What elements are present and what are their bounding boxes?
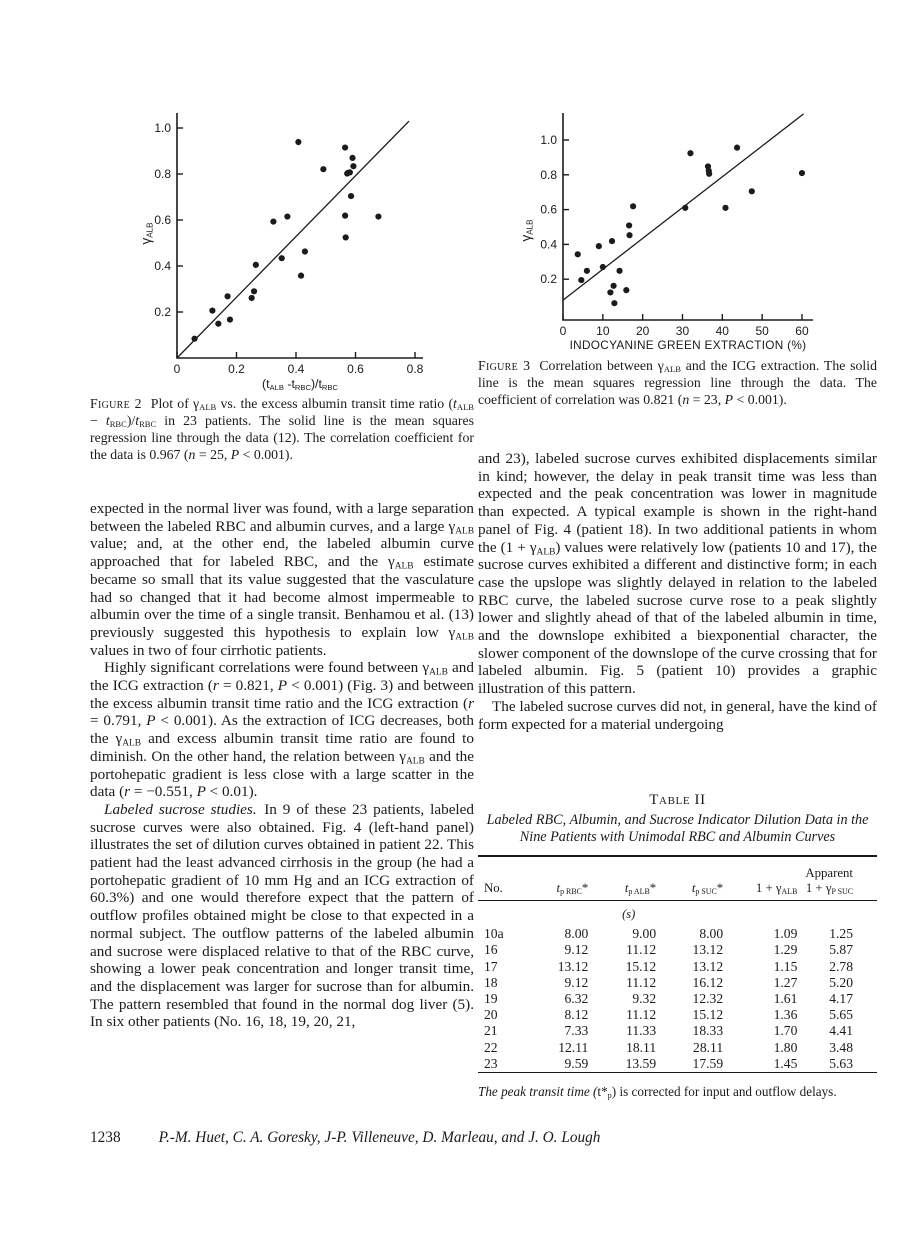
data-point xyxy=(227,316,233,322)
x-tick-label: 40 xyxy=(715,324,729,338)
table-row xyxy=(478,975,877,991)
table-cell: 6.32 xyxy=(564,991,589,1007)
table-cell: 1.61 xyxy=(773,991,798,1007)
table-cell: 18.33 xyxy=(692,1023,724,1039)
table-cell: 11.12 xyxy=(626,942,657,958)
data-point xyxy=(215,321,221,327)
figure3-caption-label: Figure 3 xyxy=(478,358,531,373)
table-cell: 2.78 xyxy=(829,958,853,974)
table-row xyxy=(478,942,877,958)
table-cell: 18 xyxy=(484,974,498,990)
data-point xyxy=(749,188,755,194)
figure2 xyxy=(128,98,476,400)
data-point xyxy=(575,251,581,257)
x-tick-label: 0.4 xyxy=(287,362,305,376)
data-point xyxy=(375,213,381,219)
data-point xyxy=(270,219,276,225)
table-cell: 5.20 xyxy=(829,974,853,990)
data-point xyxy=(734,145,740,151)
figure3 xyxy=(478,98,880,358)
data-point xyxy=(584,268,590,274)
data-point xyxy=(706,171,712,177)
x-tick-label: 60 xyxy=(795,324,809,338)
table-footnote: The peak transit time $(t*_p)$ is corrected for input and outflow delays. xyxy=(478,1084,837,1101)
table-cell: 1.25 xyxy=(829,926,853,942)
table-cell: 8.12 xyxy=(564,1007,589,1023)
table-row xyxy=(478,1040,877,1056)
figure3-caption-text: Correlation between $\gamma_{ALB}$ and the ICG extraction. The solid line is the mean squares regression line through the data. The coefficient of correlation was 0.821 (n = 23, P < 0.001). xyxy=(478,358,877,407)
table-cell: 4.41 xyxy=(829,1023,853,1039)
data-point xyxy=(799,170,805,176)
column-header-tp-rbc: $t_{p RBC}*$ xyxy=(523,856,595,901)
x-tick-label: 20 xyxy=(635,324,650,338)
data-point xyxy=(596,243,602,249)
y-tick-label: 0.2 xyxy=(154,305,171,319)
data-point xyxy=(251,288,257,294)
data-point xyxy=(607,289,613,295)
data-point xyxy=(687,150,693,156)
regression-line xyxy=(177,121,409,358)
table-cell: 7.33 xyxy=(564,1023,589,1039)
table-cell: 12.32 xyxy=(692,991,724,1007)
y-tick-label: 0.4 xyxy=(154,259,171,273)
table-row xyxy=(478,926,877,942)
axes xyxy=(563,113,813,320)
column-header-line2: $1 + \gamma_{P SUC}$ xyxy=(805,881,853,896)
data-point xyxy=(209,308,215,314)
figure3-x-axis-label: INDOCYANINE GREEN EXTRACTION (%) xyxy=(569,338,807,352)
data-point xyxy=(350,163,356,169)
data-point xyxy=(284,213,290,219)
body-paragraph: Labeled sucrose studies. In 9 of these 23 patients, labeled sucrose curves were also obtained. Fig. 4 (left-hand panel) illustrates the set of dilution curves obtained in patient 22. This patient had the least advanced cirrhosis in the group (he had a portohepatic gradient of 10 mm Hg and an ICG extraction of 60.3%) and one would therefore expect that the pattern of outflow profiles obtained might be close to that expected in a normal subject. The outflow patterns of the labeled albumin and sucrose were displaced relative to that of the RBC curve, showing a lower peak concentration and longer transit time, and the displacement was larger for sucrose than for albumin. The pattern resembled that found in the normal dog liver (5). In six other patients (No. 16, 18, 19, 20, 21, xyxy=(90,800,474,1031)
figure2-x-axis-label: ($t_{ALB}$ $-t_{RBC})/t_{RBC}$ xyxy=(262,377,338,392)
table-cell: 17 xyxy=(484,958,498,974)
y-tick-label: 0.6 xyxy=(154,213,171,227)
figure3-caption xyxy=(478,358,877,409)
table-cell xyxy=(805,901,877,927)
figure2-caption-text: Plot of $\gamma_{ALB}$ vs. the excess albumin transit time ratio $(t_{ALB} - t_{RBC})/t_{RBC}$ in 23 patients. The solid line is the mean squares regression line through the data (12). The correlation coefficient for the data is 0.967 (n = 25, P < 0.001). xyxy=(90,396,474,462)
table-cell: 1.36 xyxy=(773,1007,798,1023)
table-cell: 1.29 xyxy=(773,942,798,958)
y-tick-label: 1.0 xyxy=(540,133,557,147)
left-column xyxy=(90,500,474,1031)
data-point xyxy=(342,144,348,150)
table-body xyxy=(478,901,877,1073)
table-cell: 9.59 xyxy=(564,1055,589,1071)
data-point xyxy=(609,238,615,244)
data-point xyxy=(347,169,353,175)
unit-row xyxy=(478,901,877,927)
table-cell: 19 xyxy=(484,991,498,1007)
running-authors: P.-M. Huet, C. A. Goresky, J-P. Villeneuve, D. Marleau, and J. O. Lough xyxy=(158,1129,601,1146)
data-point xyxy=(320,166,326,172)
body-paragraph: Highly significant correlations were found between $\gamma_{ALB}$ and the ICG extraction (r = 0.821, P < 0.001) (Fig. 3) and between the excess albumin transit time ratio and the ICG extraction (r = 0.791, P < 0.001). As the extraction of ICG decreases, both the $\gamma_{ALB}$ and excess albumin transit time ratio are found to diminish. On the other hand, the relation between $\gamma_{ALB}$ and the portohepatic gradient is less close with a large scatter in the data (r = −0.551, P < 0.01). xyxy=(90,659,475,801)
page-number: 1238 xyxy=(90,1129,121,1146)
table-cell: 1.27 xyxy=(773,974,798,990)
table-cell: 11.12 xyxy=(626,974,657,990)
table-cell xyxy=(732,901,805,927)
column-header-gamma-alb: $1 + \gamma_{ALB}$ xyxy=(732,856,805,901)
table-cell: 11.12 xyxy=(626,1007,657,1023)
data-point xyxy=(253,262,259,268)
figure2-svg xyxy=(128,98,476,398)
table-cell: 15.12 xyxy=(625,958,657,974)
table-cell: 21 xyxy=(484,1023,498,1039)
data-point xyxy=(600,264,606,270)
column-header-no: No. xyxy=(478,856,523,901)
x-tick-label: 50 xyxy=(755,324,769,338)
table-cell: 1.45 xyxy=(773,1055,798,1071)
y-tick-label: 1.0 xyxy=(154,121,171,135)
table-cell: 10a xyxy=(484,926,504,942)
figure2-y-axis-label: $\gamma_{ALB}$ xyxy=(138,222,155,245)
body-paragraph: The labeled sucrose curves did not, in general, have the kind of form expected for a material undergoing xyxy=(478,697,877,733)
column-header-line1: Apparent xyxy=(805,866,853,880)
table-cell: 13.59 xyxy=(625,1055,657,1071)
table-row xyxy=(478,1023,877,1039)
table-title: Table II xyxy=(649,792,706,808)
data-point xyxy=(578,277,584,283)
page-footer xyxy=(90,1129,850,1147)
x-tick-label: 0 xyxy=(559,324,567,338)
table-cell: 8.00 xyxy=(564,926,589,942)
table-cell: 8.00 xyxy=(699,926,724,942)
data-point xyxy=(626,232,632,238)
table-header xyxy=(478,856,877,901)
table-cell: 3.48 xyxy=(829,1039,853,1055)
data-point xyxy=(610,283,616,289)
table-cell: 5.63 xyxy=(829,1055,853,1071)
table-cell: 22 xyxy=(484,1039,498,1055)
data-point xyxy=(623,287,629,293)
table-cell: 16.12 xyxy=(692,974,724,990)
table-cell: 18.11 xyxy=(626,1039,657,1055)
data-table xyxy=(478,855,877,1073)
data-point xyxy=(342,213,348,219)
x-tick-label: 0 xyxy=(173,362,181,376)
table-cell: 5.87 xyxy=(829,942,853,958)
data-point xyxy=(298,273,304,279)
table-cell: 12.11 xyxy=(558,1039,589,1055)
table-cell: 1.80 xyxy=(773,1039,798,1055)
table-cell: 9.12 xyxy=(564,942,589,958)
column-header-tp-alb: $t_{p ALB}*$ xyxy=(594,856,663,901)
table-cell: 20 xyxy=(484,1007,498,1023)
data-point xyxy=(611,300,617,306)
data-point xyxy=(682,205,688,211)
table-2 xyxy=(478,792,877,1101)
data-point xyxy=(191,336,197,342)
table-cell: 1.09 xyxy=(773,926,798,942)
data-point xyxy=(348,193,354,199)
figure2-caption-label: Figure 2 xyxy=(90,396,142,411)
table-cell: 17.59 xyxy=(692,1055,724,1071)
right-column xyxy=(478,450,877,733)
y-tick-label: 0.4 xyxy=(540,237,557,252)
data-point xyxy=(295,139,301,145)
table-cell: 15.12 xyxy=(692,1007,724,1023)
column-header-tp-suc: $t_{p SUC}*$ xyxy=(663,856,732,901)
table-cell: 5.65 xyxy=(829,1007,853,1023)
table-cell xyxy=(478,901,523,927)
x-tick-label: 10 xyxy=(596,324,610,338)
table-cell: 9.12 xyxy=(564,974,589,990)
data-point xyxy=(630,203,636,209)
x-tick-label: 30 xyxy=(675,324,690,338)
column-header-apparent-gamma-suc xyxy=(805,856,877,901)
y-tick-label: 0.2 xyxy=(540,272,557,287)
data-point xyxy=(349,155,355,161)
figure3-svg xyxy=(478,98,880,343)
body-paragraph: expected in the normal liver was found, with a large separation between the labeled RBC and albumin curves, and a large $\gamma_{ALB}$ value; and, at the other end, the labeled albumin curve approached that for labeled RBC, and the $\gamma_{ALB}$ estimate became so small that its value suggested that the vasculature had so changed that it had become almost impermeable to albumin over the time of a single transit. Benhamou et al. (13) previously suggested this hypothesis to explain low $\gamma_{ALB}$ values in two of four cirrhotic patients. xyxy=(90,500,474,659)
table-row xyxy=(478,991,877,1007)
table-cell: 13.12 xyxy=(692,942,724,958)
table-cell: 1.70 xyxy=(773,1023,798,1039)
table-cell: 9.00 xyxy=(632,926,657,942)
y-tick-label: 0.6 xyxy=(540,202,557,217)
figure2-caption xyxy=(90,396,474,464)
table-cell: 13.12 xyxy=(692,958,724,974)
table-cell: 11.33 xyxy=(626,1023,657,1039)
data-point xyxy=(616,268,622,274)
y-tick-label: 0.8 xyxy=(154,167,171,181)
table-cell xyxy=(663,901,732,927)
x-tick-label: 0.6 xyxy=(347,362,364,376)
table-cell: 23 xyxy=(484,1055,498,1071)
table-row xyxy=(478,1007,877,1023)
x-tick-label: 0.8 xyxy=(406,362,424,376)
table-cell: 28.11 xyxy=(693,1039,724,1055)
data-point xyxy=(279,255,285,261)
table-cell: 4.17 xyxy=(829,991,853,1007)
table-cell xyxy=(523,901,595,927)
unit-label: (s) xyxy=(622,907,636,921)
table-row xyxy=(478,1056,877,1073)
data-point xyxy=(343,234,349,240)
table-cell: 9.32 xyxy=(632,991,657,1007)
table-cell: 1.15 xyxy=(773,958,798,974)
table-cell: 13.12 xyxy=(557,958,589,974)
x-tick-label: 0.2 xyxy=(228,362,245,376)
data-point xyxy=(302,248,308,254)
data-point xyxy=(249,295,255,301)
data-point xyxy=(722,205,728,211)
table-subtitle: Labeled RBC, Albumin, and Sucrose Indicator Dilution Data in the Nine Patients with Unimodal RBC and Albumin Curves xyxy=(486,812,869,845)
table-cell: 16 xyxy=(484,942,498,958)
figure3-y-axis-label: $\gamma_{ALB}$ xyxy=(518,219,535,242)
y-tick-label: 0.8 xyxy=(540,167,557,182)
data-point xyxy=(224,293,230,299)
body-paragraph: and 23), labeled sucrose curves exhibited displacements similar in kind; however, the delay in peak transit time was less than expected and the peak concentration was lower in magnitude than expected. A typical example is shown in the right-hand panel of Fig. 4 (patient 18). In two additional patients in whom the $(1 + \gamma_{ALB})$ values were relatively low (patients 10 and 17), the sucrose curves exhibited a different and distinctive form; in each case the upslope was slightly delayed in relation to the labeled RBC curve, the labeled sucrose curve rose to a peak slightly lower and slightly ahead of that of the labeled albumin in time, and the downslope exhibited a biexponential character, the slower component of the downslope of the curve crossing that for labeled albumin. Fig. 5 (patient 10) provides a graphic illustration of this pattern. xyxy=(478,450,878,698)
table-row xyxy=(478,959,877,975)
data-point xyxy=(626,222,632,228)
